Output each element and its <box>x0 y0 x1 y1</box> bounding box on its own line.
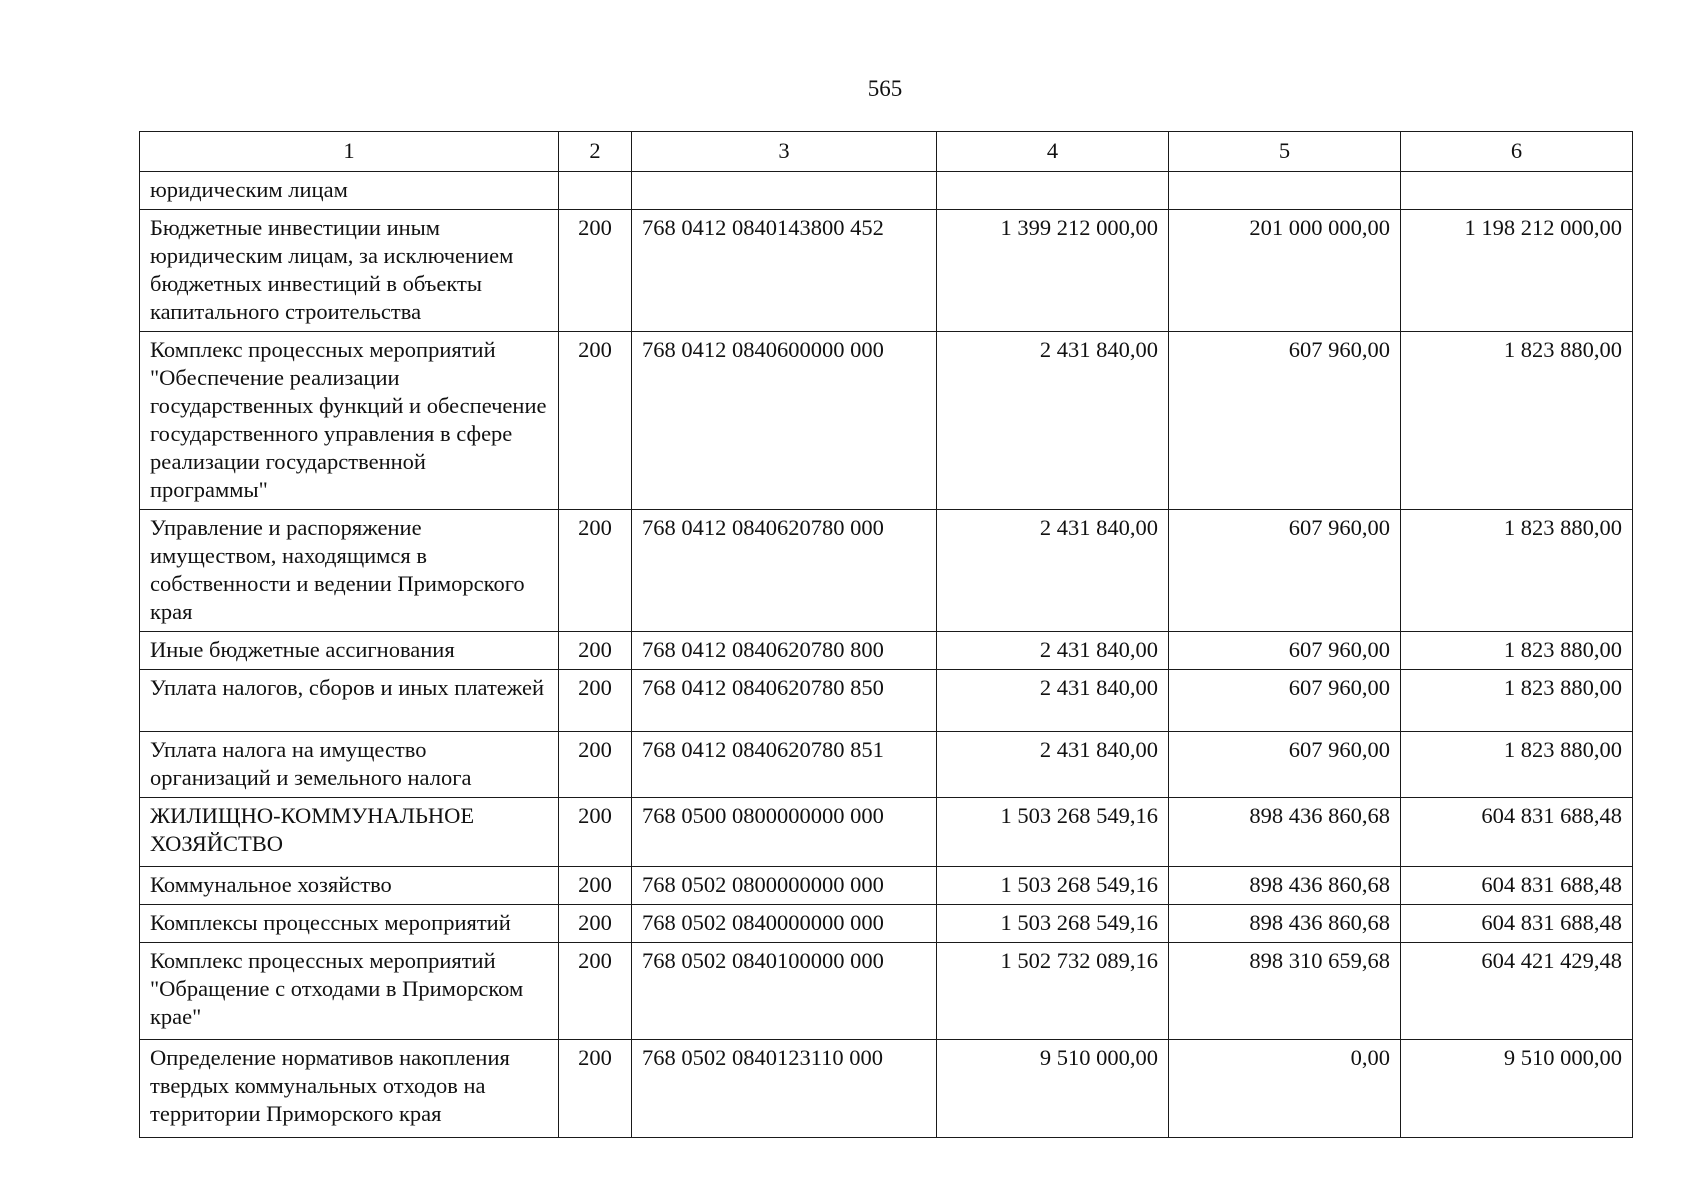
row-budget-code: 768 0412 0840620780 851 <box>632 732 937 798</box>
row-value-6: 604 421 429,48 <box>1401 943 1633 1040</box>
row-value-5: 607 960,00 <box>1169 732 1401 798</box>
row-name: Бюджетные инвестиции иным юридическим лицам, за исключением бюджетных инвестиций в объекты капитального строительства <box>140 210 559 332</box>
row-name: Управление и распоряжение имуществом, находящимся в собственности и ведении Приморского края <box>140 510 559 632</box>
row-value-6: 604 831 688,48 <box>1401 798 1633 867</box>
row-dir-code: 200 <box>559 510 632 632</box>
row-value-6: 1 823 880,00 <box>1401 332 1633 510</box>
table-row <box>140 172 1633 210</box>
row-dir-code: 200 <box>559 1040 632 1138</box>
row-value-4: 1 503 268 549,16 <box>937 798 1169 867</box>
row-dir-code: 200 <box>559 867 632 905</box>
row-value-6: 604 831 688,48 <box>1401 867 1633 905</box>
row-value-5: 607 960,00 <box>1169 332 1401 510</box>
column-header-2: 2 <box>559 132 632 172</box>
budget-table <box>139 131 1633 1138</box>
row-value-5: 898 436 860,68 <box>1169 798 1401 867</box>
row-value-5: 898 310 659,68 <box>1169 943 1401 1040</box>
row-value-4: 2 431 840,00 <box>937 670 1169 732</box>
row-name: Комплекс процессных мероприятий "Обращение с отходами в Приморском крае" <box>140 943 559 1040</box>
row-dir-code: 200 <box>559 905 632 943</box>
row-value-6: 604 831 688,48 <box>1401 905 1633 943</box>
table-row <box>140 632 1633 670</box>
row-value-6: 1 198 212 000,00 <box>1401 210 1633 332</box>
row-budget-code: 768 0412 0840620780 000 <box>632 510 937 632</box>
row-value-4: 9 510 000,00 <box>937 1040 1169 1138</box>
row-value-6: 1 823 880,00 <box>1401 510 1633 632</box>
row-budget-code: 768 0502 0800000000 000 <box>632 867 937 905</box>
row-value-6: 1 823 880,00 <box>1401 632 1633 670</box>
row-name: Уплата налогов, сборов и иных платежей <box>140 670 559 732</box>
column-header-3: 3 <box>632 132 937 172</box>
row-name: Уплата налога на имущество организаций и земельного налога <box>140 732 559 798</box>
row-value-5: 898 436 860,68 <box>1169 867 1401 905</box>
table-row <box>140 905 1633 943</box>
page-number: 565 <box>867 76 903 101</box>
row-name: Определение нормативов накопления твердых коммунальных отходов на территории Приморского края <box>140 1040 559 1138</box>
row-value-4: 2 431 840,00 <box>937 732 1169 798</box>
row-dir-code: 200 <box>559 798 632 867</box>
row-value-5: 607 960,00 <box>1169 510 1401 632</box>
row-budget-code: 768 0412 0840143800 452 <box>632 210 937 332</box>
table-row <box>140 943 1633 1040</box>
row-dir-code: 200 <box>559 943 632 1040</box>
row-value-6 <box>1401 172 1633 210</box>
row-value-4: 1 503 268 549,16 <box>937 867 1169 905</box>
row-dir-code: 200 <box>559 632 632 670</box>
column-header-4: 4 <box>937 132 1169 172</box>
row-value-5: 607 960,00 <box>1169 670 1401 732</box>
row-name: Комплекс процессных мероприятий "Обеспечение реализации государственных функций и обеспечение государственного управления в сфере реализации государственной программы" <box>140 332 559 510</box>
row-name: юридическим лицам <box>140 172 559 210</box>
row-value-5: 0,00 <box>1169 1040 1401 1138</box>
row-name: Коммунальное хозяйство <box>140 867 559 905</box>
row-value-4: 2 431 840,00 <box>937 510 1169 632</box>
row-value-6: 1 823 880,00 <box>1401 732 1633 798</box>
row-name: Комплексы процессных мероприятий <box>140 905 559 943</box>
column-header-5: 5 <box>1169 132 1401 172</box>
table-row <box>140 1040 1633 1138</box>
row-value-4: 1 502 732 089,16 <box>937 943 1169 1040</box>
row-value-4: 1 503 268 549,16 <box>937 905 1169 943</box>
column-header-1: 1 <box>140 132 559 172</box>
row-budget-code: 768 0502 0840100000 000 <box>632 943 937 1040</box>
row-budget-code <box>632 172 937 210</box>
row-value-5: 201 000 000,00 <box>1169 210 1401 332</box>
row-value-4: 2 431 840,00 <box>937 332 1169 510</box>
row-budget-code: 768 0500 0800000000 000 <box>632 798 937 867</box>
row-dir-code <box>559 172 632 210</box>
column-header-6: 6 <box>1401 132 1633 172</box>
table-row <box>140 670 1633 732</box>
row-name: ЖИЛИЩНО-КОММУНАЛЬНОЕ ХОЗЯЙСТВО <box>140 798 559 867</box>
table-row <box>140 798 1633 867</box>
row-budget-code: 768 0412 0840620780 800 <box>632 632 937 670</box>
table-row <box>140 732 1633 798</box>
row-value-6: 1 823 880,00 <box>1401 670 1633 732</box>
row-value-4: 1 399 212 000,00 <box>937 210 1169 332</box>
row-value-5: 607 960,00 <box>1169 632 1401 670</box>
row-dir-code: 200 <box>559 732 632 798</box>
table-row <box>140 510 1633 632</box>
row-value-4: 2 431 840,00 <box>937 632 1169 670</box>
row-budget-code: 768 0412 0840600000 000 <box>632 332 937 510</box>
row-budget-code: 768 0412 0840620780 850 <box>632 670 937 732</box>
table-row <box>140 210 1633 332</box>
row-name: Иные бюджетные ассигнования <box>140 632 559 670</box>
row-value-5: 898 436 860,68 <box>1169 905 1401 943</box>
row-budget-code: 768 0502 0840123110 000 <box>632 1040 937 1138</box>
row-dir-code: 200 <box>559 670 632 732</box>
row-value-5 <box>1169 172 1401 210</box>
row-budget-code: 768 0502 0840000000 000 <box>632 905 937 943</box>
row-dir-code: 200 <box>559 210 632 332</box>
header-row <box>140 132 1633 172</box>
table-row <box>140 867 1633 905</box>
row-value-4 <box>937 172 1169 210</box>
row-dir-code: 200 <box>559 332 632 510</box>
table-row <box>140 332 1633 510</box>
row-value-6: 9 510 000,00 <box>1401 1040 1633 1138</box>
